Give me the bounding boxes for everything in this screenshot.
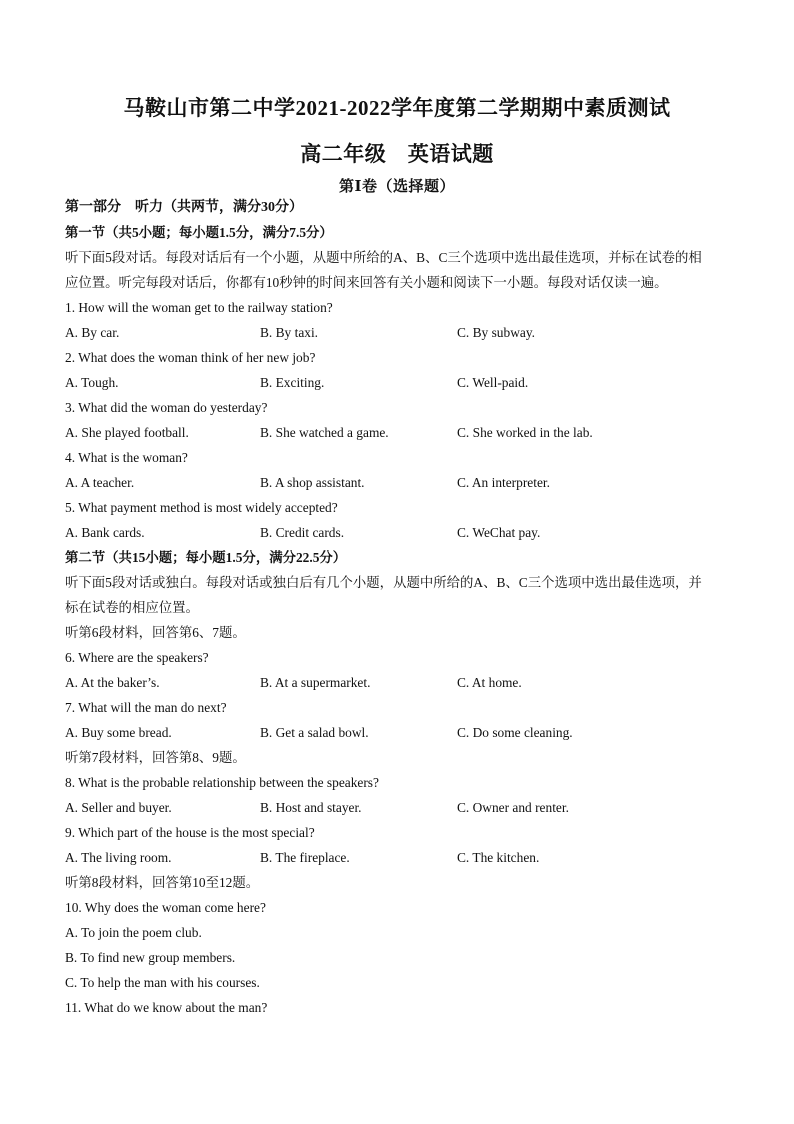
material-8-note: 听第8段材料，回答第10至12题。 — [65, 875, 260, 890]
option-9c: C. The kitchen. — [457, 850, 540, 865]
section1-instructions-line1: 听下面5段对话。每段对话后有一个小题，从题中所给的A、B、C三个选项中选出最佳选项，并标在试卷的相 — [65, 250, 702, 265]
exam-subtitle: 高二年级 英语试题 — [300, 142, 494, 166]
option-4a: A. A teacher. — [65, 475, 135, 490]
section2-instructions-line1: 听下面5段对话或独白。每段对话或独白后有几个小题，从题中所给的A、B、C三个选项中选出最佳选项，并 — [65, 575, 702, 590]
option-3c: C. She worked in the lab. — [457, 425, 593, 440]
option-10a: A. To join the poem club. — [65, 925, 202, 940]
question-5: 5. What payment method is most widely accepted? — [65, 500, 338, 515]
option-3a: A. She played football. — [65, 425, 189, 440]
option-8b: B. Host and stayer. — [260, 800, 362, 815]
option-7c: C. Do some cleaning. — [457, 725, 573, 740]
option-6c: C. At home. — [457, 675, 522, 690]
option-5b: B. Credit cards. — [260, 525, 345, 540]
option-1c: C. By subway. — [457, 325, 535, 340]
option-6b: B. At a supermarket. — [260, 675, 371, 690]
section2-instructions-line2: 标在试卷的相应位置。 — [65, 600, 199, 615]
volume-heading: 第Ⅰ卷（选择题） — [338, 179, 456, 195]
option-8a: A. Seller and buyer. — [65, 800, 172, 815]
question-9: 9. Which part of the house is the most special? — [65, 825, 315, 840]
question-11: 11. What do we know about the man? — [65, 1000, 268, 1015]
option-5a: A. Bank cards. — [65, 525, 145, 540]
part1-heading: 第一部分 听力（共两节，满分30分） — [65, 200, 303, 215]
material-7-note: 听第7段材料，回答第8、9题。 — [65, 750, 246, 765]
question-6: 6. Where are the speakers? — [65, 650, 209, 665]
question-2: 2. What does the woman think of her new job? — [65, 350, 316, 365]
option-7a: A. Buy some bread. — [65, 725, 172, 740]
question-3: 3. What did the woman do yesterday? — [65, 400, 268, 415]
option-10c: C. To help the man with his courses. — [65, 975, 260, 990]
option-3b: B. She watched a game. — [260, 425, 389, 440]
question-8: 8. What is the probable relationship between the speakers? — [65, 775, 379, 790]
option-8c: C. Owner and renter. — [457, 800, 569, 815]
option-9b: B. The fireplace. — [260, 850, 350, 865]
option-6a: A. At the baker’s. — [65, 675, 160, 690]
option-7b: B. Get a salad bowl. — [260, 725, 369, 740]
option-2c: C. Well-paid. — [457, 375, 529, 390]
material-6-note: 听第6段材料，回答第6、7题。 — [65, 625, 246, 640]
option-4c: C. An interpreter. — [457, 475, 550, 490]
option-10b: B. To find new group members. — [65, 950, 236, 965]
question-7: 7. What will the man do next? — [65, 700, 227, 715]
option-4b: B. A shop assistant. — [260, 475, 365, 490]
section1-heading: 第一节（共5小题；每小题1.5分，满分7.5分） — [65, 225, 333, 240]
option-1b: B. By taxi. — [260, 325, 319, 340]
option-2b: B. Exciting. — [260, 375, 325, 390]
option-5c: C. WeChat pay. — [457, 525, 541, 540]
section2-heading: 第二节（共15小题；每小题1.5分，满分22.5分） — [65, 550, 347, 565]
question-10: 10. Why does the woman come here? — [65, 900, 266, 915]
question-4: 4. What is the woman? — [65, 450, 188, 465]
option-1a: A. By car. — [65, 325, 120, 340]
question-1: 1. How will the woman get to the railway station? — [65, 300, 333, 315]
option-9a: A. The living room. — [65, 850, 172, 865]
option-2a: A. Tough. — [65, 375, 119, 390]
exam-title: 马鞍山市第二中学2021-2022学年度第二学期期中素质测试 — [123, 96, 671, 120]
section1-instructions-line2: 应位置。听完每段对话后，你都有10秒钟的时间来回答有关小题和阅读下一小题。每段对话仅读一遍。 — [65, 275, 668, 290]
